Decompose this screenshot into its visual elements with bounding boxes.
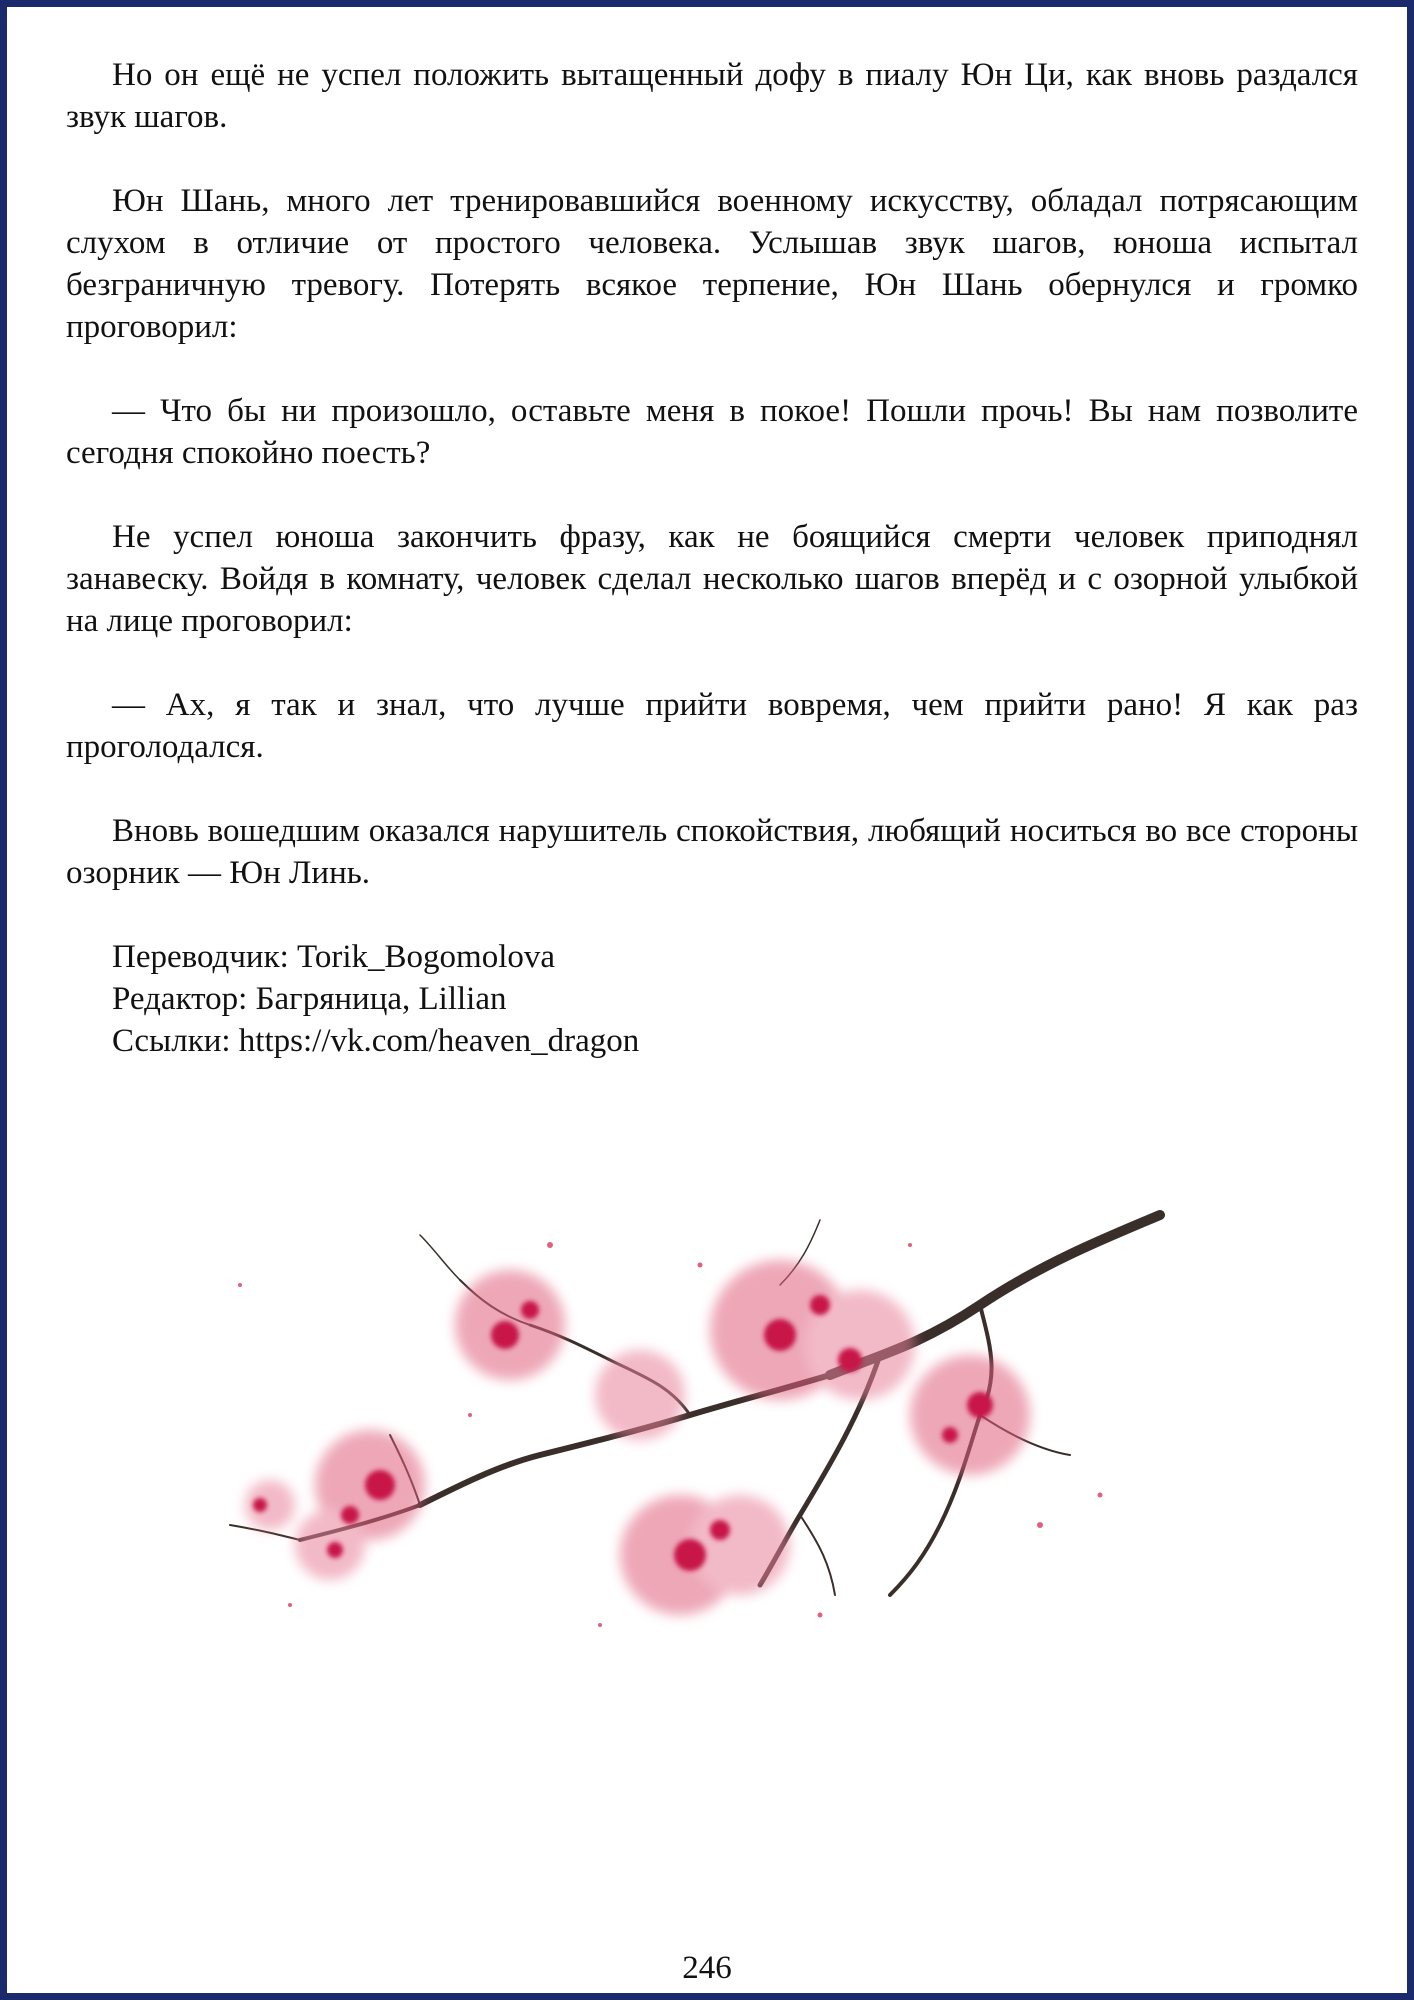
cherry-blossom-branch-icon (220, 1185, 1180, 1705)
paragraph-5: — Ах, я так и знал, что лучше прийти вовремя, чем прийти рано! Я как раз проголодался. (66, 687, 1358, 765)
paragraph-1: Но он ещё не успел положить вытащенный дофу в пиалу Юн Ци, как вновь раздался звук шагов. (66, 57, 1358, 135)
page-number: 246 (682, 1950, 732, 1986)
paragraph-4: Не успел юноша закончить фразу, как не боящийся смерти человек приподнял занавеску. Войдя в комнату, человек сделал несколько шагов вперёд и с озорной улыбкой на лице проговорил: (66, 519, 1358, 639)
paragraph-2: Юн Шань, много лет тренировавшийся военному искусству, обладал потрясающим слухом в отличие от простого человека. Услышав звук шагов, юноша испытал безграничную тревогу. Потерять всякое терпение, Юн Шань обернулся и громко проговорил: (66, 183, 1358, 345)
translator-credit: Переводчик: Torik_Bogomolova (112, 939, 556, 975)
links-credit: Ссылки: https://vk.com/heaven_dragon (112, 1023, 640, 1059)
credits (66, 936, 1358, 1062)
main-text (66, 54, 1358, 1062)
blossom-washes (245, 1260, 1030, 1615)
editor-credit: Редактор: Багряница, Lillian (112, 981, 507, 1017)
paragraph-6: Вновь вошедшим оказался нарушитель спокойствия, любящий носиться во все стороны озорник — Юн Линь. (66, 813, 1358, 891)
paragraph-3: — Что бы ни произошло, оставьте меня в покое! Пошли прочь! Вы нам позволите сегодня спокойно поесть? (66, 393, 1358, 471)
